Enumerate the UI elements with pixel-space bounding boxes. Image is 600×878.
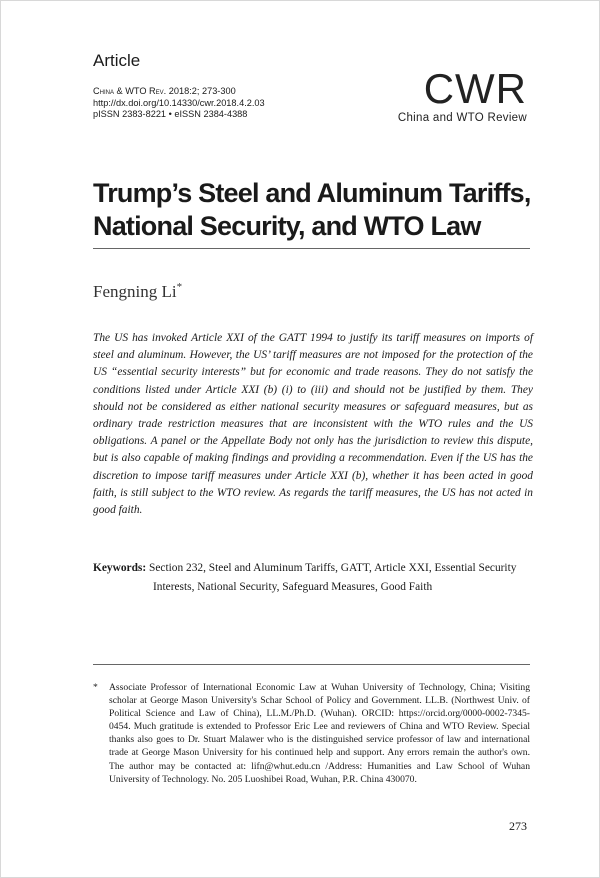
- keywords-label: Keywords:: [93, 562, 147, 574]
- footnote-divider: [93, 664, 530, 665]
- doi-link[interactable]: http://dx.doi.org/10.14330/cwr.2018.4.2.03: [93, 97, 265, 108]
- journal-logo: [397, 65, 527, 124]
- title-line-1: Trump’s Steel and Aluminum Tariffs,: [93, 178, 531, 208]
- title-divider: [93, 248, 530, 249]
- journal-citation: China & WTO Rev. 2018:2; 273-300: [93, 86, 236, 96]
- footnote-text: Associate Professor of International Economic Law at Wuhan University of Technology, China; Visiting scholar at George Mason University's Schar School of Policy and Government. LL.B. (Northwest Univ. of Political Science and Law of China), LL.M./Ph.D. (Wuhan). ORCID: https://orcid.org/0000-0002-7345-0454. Much gratitude is extended to Professor Eric Lee and reviewers of China and WTO Review. Special thanks also goes to Dr. Stuart Malawer who is the distinguished service professor of law and international trade at George Mason University for his continued help and support. Any errors remain the author's own. The author may be contacted at: lifn@whut.edu.cn /Address: Humanities and Law School of Wuhan University of Technology. No. 205 Luoshibei Road, Wuhan, P.R. China 430070.: [109, 682, 530, 785]
- keywords: [93, 559, 533, 597]
- publication-metadata: [93, 86, 265, 121]
- logo-mark: CWR: [423, 65, 527, 112]
- footnote: [93, 681, 530, 786]
- title-line-2: National Security, and WTO Law: [93, 211, 481, 241]
- author-name: [93, 281, 182, 302]
- keywords-line-1: Section 232, Steel and Aluminum Tariffs, GATT, Article XXI, Essential Security: [149, 562, 517, 574]
- author-name-text: Fengning Li: [93, 282, 177, 301]
- abstract: The US has invoked Article XXI of the GATT 1994 to justify its tariff measures on imports of steel and aluminum. However, the US’ tariff measures are not imposed for the protection of the US “essential security interests” but for economic and trade reasons. They do not satisfy the conditions listed under Article XXI (b) (i) to (iii) and should not be justified by them. They should not be considered as either national security measures or safeguard measures, but as ordinary trade restriction measures that are inconsistent with the WTO rules and the US obligations. A panel or the Appellate Body not only has the jurisdiction to review this dispute, but is also capable of making findings and providing a recommendation. Even if the US has the discretion to impose tariff measures under Article XXI (b), whether it has been acted in good faith, is still subject to the WTO review. As regards the tariff measures, the US has not acted in good faith.: [93, 332, 533, 517]
- issn-line: pISSN 2383-8221 • eISSN 2384-4388: [93, 109, 248, 119]
- footnote-mark: *: [93, 682, 98, 693]
- author-footnote-mark[interactable]: *: [176, 281, 183, 293]
- page-number: 273: [509, 819, 527, 833]
- keywords-line-2: Interests, National Security, Safeguard Measures, Good Faith: [153, 581, 433, 593]
- article-type-label: Article: [93, 51, 141, 70]
- logo-subtitle: China and WTO Review: [397, 112, 527, 124]
- paper-title: [93, 177, 533, 243]
